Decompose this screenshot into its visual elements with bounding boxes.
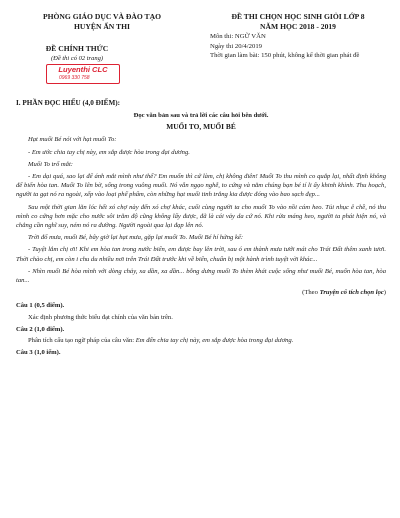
district-name: HUYỆN ẤN THI [74,22,130,31]
story-paragraph: Muối To trố mắt: [28,160,74,168]
question-label: Câu 3 (1,0 iểm). [16,349,61,357]
exam-duration: Thời gian làm bài: 150 phút, không kể thời gian phát đề [210,52,360,59]
pages-note: (Đề thi có 02 trang) [51,55,103,62]
question-label: Câu 1 (0,5 điểm). [16,302,65,310]
exam-body [16,98,386,359]
official-title: ĐỀ CHÍNH THỨC [45,44,109,53]
question-body: Phân tích cấu tạo ngữ pháp của câu văn: [28,337,136,345]
watermark-stamp [46,64,120,84]
department-name: PHÒNG GIÁO DỤC VÀ ĐÀO TẠO [42,12,162,21]
story-paragraph: - Tuyệt lắm chị ơi! Khi em hòa tan trong nước biển, em được bay lên trời, sau ó em thành mưa tưới mát cho Trái Đất thêm xanh tươi. Thời chào chị, em còn i chu du nhiều nơi trên Trái Đất trước khi về biển, chuẩn bị một hành trình tuyệt vời khác... [16,246,386,263]
question-text [16,313,386,322]
exam-header [198,12,398,61]
school-year: NĂM HỌC 2018 - 2019 [260,22,336,31]
watermark-phone: 0969 330 758 [59,75,90,81]
story-paragraph: Trời đổ mưa, muối Bé, bây giờ lại hạt mưa, gặp lại muối To. Muối Bé hí hửng kể: [28,234,244,242]
exam-title: ĐỀ THI CHỌN HỌC SINH GIỎI LỚP 8 [231,12,365,21]
story-paragraph: - Nhìn muối Bé hòa mình với dòng chảy, xa dần, xa dần... bỗng dưng muối To thèm khát cuộc sống như muối Bé, muốn hòa tan, hòa tan... [16,267,386,285]
story-source [16,288,386,297]
question-text [16,336,386,345]
question-label: Câu 2 (1,0 điểm). [16,325,65,333]
reading-instruction: Đọc văn bản sau và trả lời các câu hỏi bên dưới. [133,112,269,119]
watermark-name: Luyenthi CLC [58,65,108,74]
department-header [12,12,192,32]
source-suffix: ) [383,289,386,297]
section-title: I. PHẦN ĐỌC HIỂU (4,0 ĐIỂM): [16,99,121,107]
story-paragraph: - Em dại quá, sao lại để ánh mắt mình như thế? Em muốn thì cứ làm, chị không điên! Muối To thu mình co quắp lại, nhất định không để biển hòa tan. Muối To lên bờ, sống trong vuông muối. Nó vẫn ngạo nghễ, to cứng và nằm chúng bạn bé tí li ấy khinh khỉnh. Thu hoạch, người ta gạt nó ra ngoài, xếp vào loại phế phẩm, còn những hạt muối tinh trắng kia được đóng vào bao sạch đẹp... [16,173,386,199]
story-paragraph: Sau một thời gian lăn lóc hết xó chợ này đến xó chợ khác, cuối cùng người ta cho muối To vào nồi cám heo. Tủi nhục ê chề, nó thu mình co cứng hơn mặc cho nước sôi trăm độ cũng không lấy được, đã là cái vảy da cứ nó. Khi rửa máng heo, người ta phát hiện nó, và chẳng cần nghĩ suy, ném nó ra đường. Người ngoài qua lại đạp lên nó. [16,203,386,230]
question-quote: Em đến chia tay chị này, em sắp được hòa trong đại dương. [135,337,294,345]
story-paragraph: Hạt muối Bé nói với hạt muối To: [28,136,117,144]
official-label [12,44,142,63]
exam-date: Ngày thi 20/4/2019 [210,42,263,50]
exam-subject: Môn thi: NGỮ VĂN [210,33,266,40]
question-body: Xác định phương thức biểu đạt chính của văn bản trên. [28,313,173,321]
source-title: Truyện cổ tích chọn lọc [319,289,384,297]
story-title: MUỐI TO, MUỐI BÉ [166,122,236,132]
source-prefix: (Theo [302,289,320,297]
story-paragraph: - Em ước chia tay chị này, em sắp được hòa trong đại dương. [28,148,190,156]
